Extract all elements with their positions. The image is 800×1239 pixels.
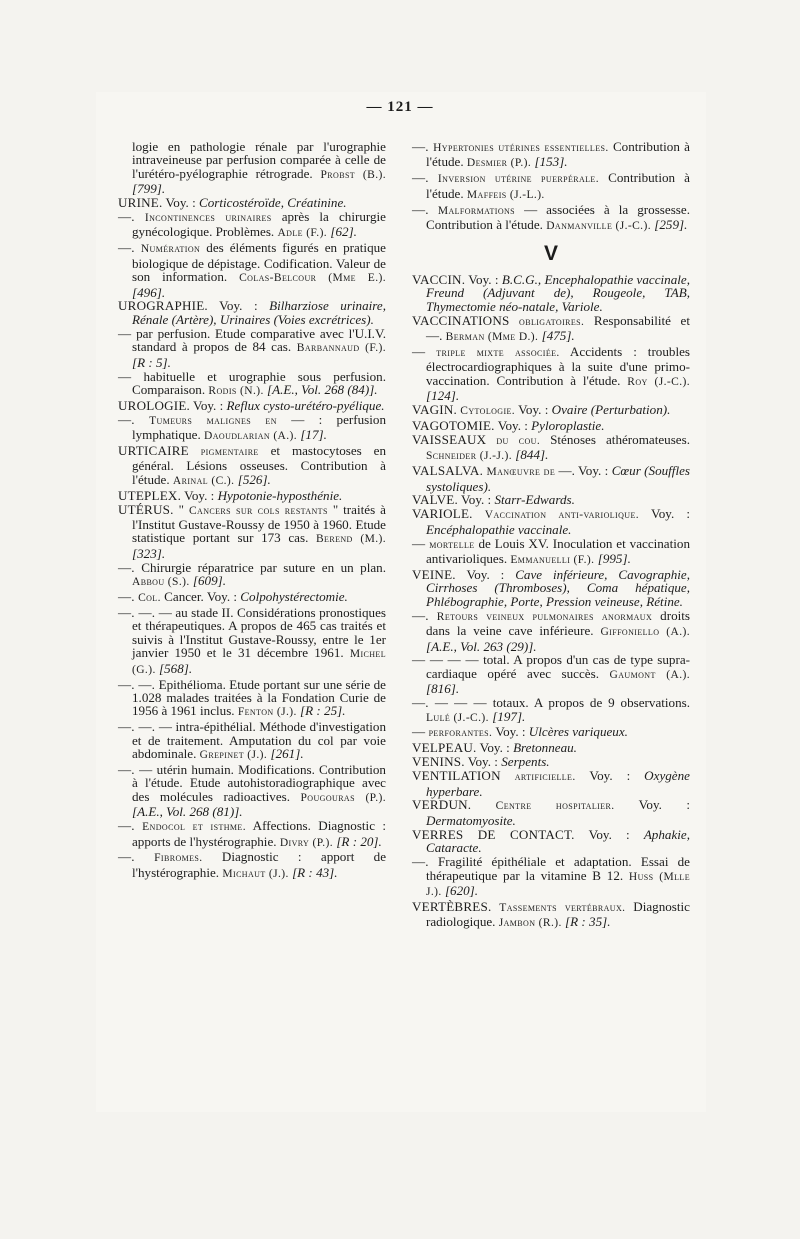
entry-text: Voy. : [468, 271, 499, 287]
index-entry [118, 489, 386, 502]
index-entry [412, 345, 690, 403]
entry-heading: VAISSEAUX [412, 431, 487, 447]
entry-author: Barbannaud (F.). [296, 342, 386, 355]
entry-author: Berend (M.). [315, 533, 386, 546]
entry-reference: [496]. [132, 284, 166, 300]
entry-reference: [R : 20]. [336, 833, 382, 849]
index-entry [118, 327, 386, 369]
entry-heading: —. [118, 240, 135, 256]
entry-author: Berman (Mme D.). [445, 330, 539, 343]
entry-text: Contribution à l'étude. [426, 139, 690, 170]
entry-see-also: B.C.G., Encephalopathie vaccinale, Freund (Adjuvant de), Rougeole, TAB, Thymectomie néo-natale, Variole. [426, 271, 690, 314]
entry-see-also: Serpents. [501, 754, 550, 770]
entry-heading: VERDUN. [412, 797, 472, 813]
entry-heading: UTEPLEX. [118, 487, 182, 503]
entry-subheading: mortelle [429, 538, 475, 551]
entry-author: Maffeis (J.-L.). [466, 188, 545, 201]
entry-subheading: Endocol et isthme. [142, 821, 246, 834]
entry-subheading: Retours veineux pulmonaires anormaux [436, 610, 653, 623]
entry-author: Michel (G.). [132, 648, 386, 676]
entry-text: Diagnostic : apport de l'hystérographie. [132, 849, 387, 880]
entry-subheading: Col. [138, 592, 161, 605]
index-entry [118, 370, 386, 399]
entry-author: Schneider (J.-J.). [426, 450, 512, 463]
entry-heading: — [118, 325, 132, 341]
index-entry [118, 819, 386, 850]
entry-text: Voy. : [638, 797, 690, 813]
entry-heading: VENINS. [412, 754, 465, 770]
entry-heading: — [412, 535, 426, 551]
index-entry [118, 399, 386, 412]
index-entry [118, 678, 386, 720]
index-entry [118, 606, 386, 677]
entry-see-also: Encéphalopathie vaccinale. [426, 521, 572, 537]
entry-heading: VARIOLE. [412, 506, 473, 522]
entry-heading: —. [118, 411, 135, 427]
entry-see-also: Bilharziose urinaire, Rénale (Artère), Urinaires (Voies excrétrices). [132, 298, 386, 327]
entry-subheading: pigmentaire [200, 446, 259, 459]
index-entry [118, 503, 386, 561]
entry-heading: —. — — — [412, 695, 487, 711]
entry-text: et mastocytoses en général. Lésions osseuses. Contribution à l'étude. [132, 443, 386, 487]
entry-reference: [475]. [541, 327, 575, 343]
entry-reference: [609]. [192, 573, 227, 589]
entry-reference: [995]. [597, 551, 631, 567]
index-entry [118, 850, 386, 881]
entry-text: Affections. Diagnostic : apports de l'hystérographie. [132, 818, 386, 849]
entry-heading: VERRES DE CONTACT. [412, 826, 575, 842]
entry-author: Michaut (J.). [222, 867, 289, 880]
entry-author: Divry (P.). [279, 836, 334, 849]
section-letter: V [543, 242, 558, 266]
entry-author: Huss (Mlle J.). [426, 870, 690, 898]
entry-text: Voy. : [184, 487, 215, 503]
entry-see-also: Dermatomyosite. [426, 812, 516, 828]
index-entry [412, 464, 690, 493]
entry-text: Accidents : troubles électrocardiographiques à la suite d'une primo-vaccination. Contribution à l'étude. [426, 343, 690, 388]
entry-text: — au stade II. Considérations pronostiques et thérapeutiques. A propos de 465 cas traités et suivis à l'Institut Gustave-Roussy, entre le 1er janvier 1950 et le 31 décembre 1961. [132, 605, 386, 661]
entry-heading: VAGIN. [412, 402, 457, 417]
index-entry [412, 741, 690, 754]
index-entry [412, 314, 690, 345]
entry-heading: VALVE. [412, 492, 458, 508]
entry-author: Grepinet (J.). [199, 749, 268, 762]
entry-reference: [620]. [444, 882, 479, 898]
entry-subheading: Tumeurs malignes en [149, 414, 277, 427]
entry-reference: [799]. [132, 181, 166, 197]
entry-heading: — [412, 343, 426, 359]
index-entry [118, 444, 386, 488]
index-entry [412, 696, 690, 725]
entry-see-also: Aphakie, Cataracte. [426, 826, 690, 856]
index-entry [412, 403, 690, 418]
entry-reference: [A.E., Vol. 268 (81)]. [132, 804, 243, 820]
index-entry [118, 299, 386, 326]
entry-text: Voy. : [467, 754, 498, 770]
entry-subheading: Fibromes. [154, 852, 203, 865]
entry-reference: [568]. [159, 660, 193, 676]
entry-heading: URINE. [118, 195, 163, 211]
entry-author: Danmanville (J.-C.). [546, 220, 651, 233]
entry-text: Diagnostic radiologique. [426, 898, 690, 930]
entry-heading: URTICAIRE [118, 443, 189, 459]
entry-author: Pougouras (P.). [300, 791, 386, 804]
entry-subheading: artificielle. [514, 771, 576, 784]
entry-heading: —. —. [118, 676, 156, 692]
entry-text: Voy. : [165, 195, 196, 211]
entry-text: Epithélioma. Etude portant sur une série de 1.028 malades traitées à la Fondation Curie de 1956 à 1961 inclus. [132, 676, 386, 719]
entry-text: Contribution à l'étude. [426, 170, 690, 201]
entry-reference: [A.E., Vol. 263 (29)]. [426, 638, 537, 654]
entry-subheading: Incontinences urinaires [144, 212, 272, 225]
entry-subheading: triple mixte associée. [436, 346, 560, 359]
entry-heading: VACCINATIONS [412, 312, 510, 328]
entry-subheading: Cytologie. [460, 405, 516, 417]
entry-heading: —. [118, 209, 135, 225]
entry-text: Sténoses athéromateuses. [550, 431, 690, 447]
entry-author: Fenton (J.). [237, 706, 297, 719]
entry-author: Colas-Belcour (Mme E.). [239, 272, 387, 285]
entry-heading: VEINE. [412, 566, 456, 582]
entry-text: Responsabilité et —. [426, 312, 691, 343]
entry-subheading: Cancers sur cols restants [188, 504, 328, 517]
entry-text: habituelle et urographie sous perfusion. Comparaison. [132, 368, 386, 397]
entry-text: — associées à la grossesse. Contribution à l'étude. [426, 201, 690, 233]
index-entry [412, 433, 690, 464]
entry-author: Abbou (S.). [132, 576, 190, 589]
entry-text: — intra-épithélial. Méthode d'investigation et de traitement. Amputation du col par voie abdominale. [132, 719, 386, 762]
entry-text: " traités à l'Institut Gustave-Roussy de 1950 à 1960. Etude statistique portant sur 173 cas. [132, 501, 386, 546]
entry-text: Voy. : [479, 740, 510, 756]
index-entry [412, 725, 690, 740]
entry-reference: [17]. [300, 427, 327, 443]
entry-see-also: Ulcères variqueux. [528, 724, 628, 740]
index-entry [412, 507, 690, 536]
entry-heading: —. —. [118, 605, 156, 620]
entry-text: Voy. : [219, 298, 258, 314]
entry-see-also: Hypotonie-hyposthénie. [217, 487, 343, 503]
entry-see-also: Cœur (Souffles systoliques). [426, 463, 690, 494]
index-entry [118, 241, 386, 299]
entry-see-also: Pyloroplastie. [531, 417, 605, 433]
entry-text: Voy. : [589, 768, 631, 784]
entry-subheading: du cou. [496, 434, 541, 447]
entry-subheading: Vaccination anti-variolique. [484, 509, 640, 522]
index-entry [412, 273, 690, 313]
entry-heading: —. [118, 818, 135, 834]
index-entry [118, 561, 386, 590]
entry-reference: [62]. [330, 224, 357, 240]
entry-author: Daoudlarian (A.). [204, 430, 298, 443]
index-entry [412, 140, 690, 171]
entry-heading: —. — [118, 761, 153, 777]
entry-text: après la chirurgie gynécologique. Problèmes. [132, 209, 386, 240]
index-entry [412, 828, 690, 855]
entry-heading: —. [412, 139, 429, 154]
entry-text: de Louis XV. Inoculation et vaccination antivarioliques. [426, 535, 690, 567]
entry-heading: VAGOTOMIE. [412, 417, 495, 433]
entry-heading: —. [412, 607, 429, 623]
index-entry [118, 140, 386, 196]
entry-reference: [259]. [654, 217, 688, 233]
entry-reference: [A.E., Vol. 268 (84)]. [267, 381, 378, 397]
entry-author: Gaumont (A.). [609, 668, 690, 681]
entry-see-also: Corticostéroïde, Créatinine. [199, 195, 347, 211]
entry-heading: —. —. [118, 719, 156, 735]
entry-text: " [178, 501, 184, 517]
index-entry [412, 653, 690, 695]
entry-text: Voy. : [461, 492, 492, 508]
index-entry [118, 210, 386, 241]
entry-heading: VACCIN. [412, 271, 466, 287]
entry-subheading: Manœuvre de [486, 466, 556, 479]
entry-heading: —. [118, 589, 135, 605]
entry-text: Voy. : [518, 402, 549, 417]
right-column-entries [412, 273, 690, 931]
entry-see-also: Cave inférieure, Cavographie, Cirrhoses (Thromboses), Coma hépatique, Phlébographie, Porte, Pression veineuse, Rétine. [426, 566, 690, 609]
right-column-continued-entries [412, 140, 690, 233]
entry-subheading: Tassements vertébraux. [499, 901, 626, 914]
entry-text: Voy. : [495, 724, 526, 740]
entry-text: utérin humain. Modifications. Contribution à l'étude. Etude autohistoradiographique avec des molécules radioactives. [132, 761, 386, 804]
entry-heading: — [118, 368, 132, 384]
index-entry [412, 203, 690, 234]
index-entry [412, 568, 690, 608]
index-entry [412, 769, 690, 798]
entry-heading: UROGRAPHIE. [118, 298, 208, 314]
entry-heading: —. [118, 559, 135, 575]
index-entry [412, 900, 690, 931]
entry-text: Chirurgie réparatrice par suture en un plan. [141, 559, 386, 575]
entry-heading: UROLOGIE. [118, 397, 190, 413]
entry-subheading: perforantes. [428, 727, 493, 740]
entry-text: Voy. : [497, 417, 528, 433]
entry-text: des éléments figurés en pratique biologique de dépistage. Codification. Valeur de son information. [132, 240, 386, 285]
entry-author: Roy (J.-C.). [627, 375, 690, 388]
entry-text: totaux. A propos de 9 observations. [492, 695, 690, 711]
entry-reference: [R : 35]. [565, 914, 611, 930]
entry-reference: [261]. [270, 746, 304, 762]
entry-author: Rodis (N.). [208, 384, 264, 397]
entry-author: Emmanuelli (F.). [510, 554, 595, 567]
entry-reference: [R : 25]. [300, 703, 346, 719]
entry-see-also: Reflux cysto-urétéro-pyélique. [226, 397, 385, 413]
entry-heading: VALSALVA. [412, 463, 484, 479]
entry-reference: [197]. [492, 708, 526, 724]
index-entry [412, 609, 690, 653]
entry-text: Voy. : [193, 397, 224, 413]
entry-reference: [526]. [237, 471, 271, 487]
entry-subheading: Hypertonies utérines essentielles. [433, 142, 609, 154]
entry-heading: —. [412, 201, 429, 217]
entry-subheading: obligatoires. [519, 315, 585, 328]
left-column [118, 140, 386, 882]
entry-reference: [153]. [534, 154, 568, 170]
entry-author: Giffoniello (A.). [600, 626, 690, 639]
index-entry [118, 413, 386, 444]
entry-heading: UTÉRUS. [118, 501, 174, 517]
entry-see-also: Oxygène hyperbare. [426, 768, 690, 799]
index-entry [412, 171, 690, 202]
index-entry [118, 590, 386, 605]
index-entry [412, 755, 690, 768]
entry-text: Voy. : [466, 566, 505, 582]
entry-author: Desmier (P.). [466, 157, 532, 170]
entry-text: Voy. : [588, 826, 630, 842]
right-column [412, 140, 690, 931]
entry-subheading: Numération [140, 243, 201, 256]
entry-reference: [323]. [132, 545, 166, 561]
entry-author: Adle (F.). [277, 227, 328, 240]
entry-subheading: Inversion utérine puerpérale. [437, 173, 599, 186]
page-number: — 121 — [366, 99, 434, 115]
entry-see-also: Ovaire (Perturbation). [551, 402, 671, 417]
entry-heading: VELPEAU. [412, 740, 477, 756]
index-entry [412, 855, 690, 899]
index-entry [412, 537, 690, 568]
entry-see-also: Bretonneau. [513, 740, 577, 756]
entry-subheading: Malformations [437, 204, 516, 217]
index-entry [118, 763, 386, 819]
entry-author: Probst (B.). [320, 168, 386, 181]
entry-heading: —. [412, 170, 429, 186]
entry-text: droits dans la veine cave inférieure. [426, 607, 690, 639]
index-entry [412, 419, 690, 432]
entry-text: Fragilité épithéliale et adaptation. Essai de thérapeutique par la vitamine B 12. [426, 854, 690, 883]
entry-text: logie en pathologie rénale par l'urographie intraveineuse par perfusion comparée à celle de l'urétéro-pyélographie rétrograde. [132, 139, 386, 181]
entry-text: par perfusion. Etude comparative avec l'U.I.V. standard à propos de 84 cas. [132, 325, 386, 355]
index-entry [118, 196, 386, 209]
entry-reference: [R : 5]. [132, 354, 171, 370]
entry-heading: VERTÈBRES. [412, 898, 492, 914]
entry-text: Voy. : [650, 506, 690, 522]
entry-text: — : perfusion lymphatique. [132, 411, 386, 443]
entry-author: Lulé (J.-C.). [426, 711, 489, 724]
entry-heading: — [412, 724, 426, 740]
index-entry [412, 798, 690, 827]
entry-reference: [844]. [515, 447, 549, 463]
entry-heading: —. [412, 854, 429, 870]
entry-see-also: Starr-Edwards. [494, 492, 575, 508]
entry-author: Jambon (R.). [498, 917, 562, 930]
index-entry [412, 493, 690, 506]
index-entry [118, 720, 386, 762]
entry-reference: [816]. [426, 681, 460, 697]
entry-heading: — — — — [412, 652, 479, 668]
entry-see-also: Colpohystérectomie. [240, 589, 348, 605]
entry-text: Cancer. Voy. : [164, 589, 238, 605]
entry-subheading: Centre hospitalier. [495, 800, 615, 813]
entry-text: total. A propos d'un cas de type supra-cardiaque opéré avec succès. [426, 652, 690, 681]
entry-heading: —. [118, 849, 135, 865]
entry-author: Arinal (C.). [172, 474, 235, 487]
entry-reference: [R : 43]. [292, 864, 338, 880]
entry-heading: VENTILATION [412, 768, 501, 784]
entry-text: —. Voy. : [558, 463, 609, 479]
entry-reference: [124]. [426, 388, 460, 404]
